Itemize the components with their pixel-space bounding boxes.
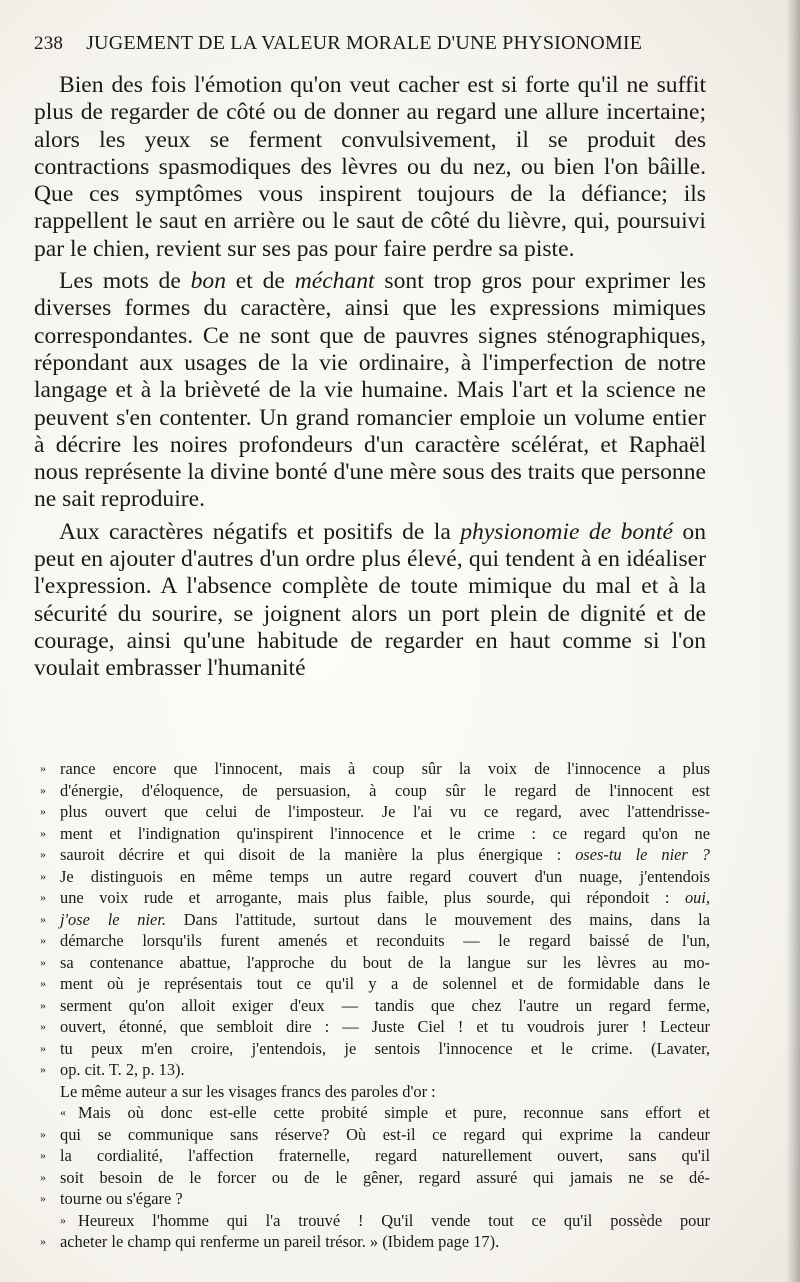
footnote-text: Heureux l'homme qui l'a trouvé ! Qu'il vende tout ce qu'il possède pour — [78, 1210, 710, 1230]
p2-text-b: et de — [226, 268, 295, 295]
footnote-text: Le même auteur a sur les visages francs des paroles d'or : — [60, 1081, 436, 1101]
footnote-line — [40, 780, 710, 802]
quote-mark: » — [40, 1062, 46, 1076]
quote-mark: » — [40, 933, 46, 947]
footnote-italic: oses-tu le nier ? — [575, 845, 710, 864]
footnote-line — [40, 952, 710, 974]
quote-mark: » — [40, 890, 46, 904]
quote-mark: » — [40, 1126, 46, 1141]
footnote-text: démarche lorsqu'ils furent amenés et reconduits — le regard baissé de l'un, — [60, 931, 710, 950]
footnote-italic: oui, — [684, 888, 710, 907]
quote-mark: » — [40, 911, 46, 926]
footnote-text: op. cit. T. 2, p. 13). — [60, 1060, 185, 1079]
footnote-line — [40, 909, 710, 931]
footnote-text: d'énergie, d'éloquence, de persuasion, à coup sûr le regard de l'innocent est — [60, 780, 710, 800]
p2-word-mechant: méchant — [294, 268, 375, 295]
footnote-text: sauroit décrire et qui disoit de la manière la plus énergique : — [60, 845, 576, 864]
footnote-text: ouvert, étonné, que sembloit dire : — Juste Ciel ! et tu voudrois jurer ! Lecteur — [60, 1017, 710, 1036]
footnote-line — [40, 1188, 710, 1210]
footnote-line — [40, 1016, 710, 1038]
footnote-line — [40, 1231, 710, 1253]
quote-mark: » — [40, 1040, 46, 1055]
footnote-text: Mais où donc est-elle cette probité simple et pure, reconnue sans effort et — [78, 1103, 710, 1122]
quote-mark: » — [40, 1169, 46, 1184]
quote-mark: » — [40, 1019, 46, 1033]
footnote-text: serment qu'on alloit exiger d'eux — tandis que chez l'autre un regard ferme, — [60, 995, 710, 1015]
paragraph-2 — [34, 268, 706, 514]
footnote-text: tu peux m'en croire, j'entendois, je sentois l'innocence et le crime. (Lavater, — [60, 1038, 710, 1058]
footnote-text: Dans l'attitude, surtout dans le mouvement des mains, dans la — [165, 909, 710, 929]
page-edge-shadow — [786, 0, 800, 1282]
quote-mark: » — [40, 954, 46, 969]
quote-mark: » — [40, 1191, 46, 1205]
footnote-text: plus ouvert que celui de l'imposteur. Je l'ai vu ce regard, avec l'attendrisse- — [60, 802, 710, 821]
quote-mark: » — [60, 1212, 66, 1227]
footnote-line — [40, 801, 710, 823]
footnote-text: acheter le champ qui renferme un pareil trésor. » (Ibidem page 17). — [60, 1232, 500, 1251]
footnote-line — [40, 823, 710, 845]
footnote-line — [40, 995, 710, 1017]
footnote-line — [40, 1059, 710, 1081]
footnote-text: qui se communique sans réserve? Où est-il ce regard qui exprime la candeur — [60, 1124, 710, 1144]
p3-italic: physionomie de bonté — [460, 518, 673, 545]
footnote-block — [40, 758, 710, 1253]
footnote-line — [40, 1124, 710, 1146]
p2-word-bon: bon — [190, 268, 226, 295]
quote-mark: » — [40, 804, 46, 818]
p3-text-a: Aux caractères négatifs et positifs de la — [59, 518, 461, 545]
quote-mark: » — [40, 761, 46, 775]
quote-mark: » — [40, 1234, 46, 1248]
footnote-text: la cordialité, l'affection fraternelle, regard naturellement ouvert, sans qu'il — [60, 1146, 710, 1165]
footnote-line — [40, 1167, 710, 1189]
footnote-line — [40, 887, 710, 909]
footnote-line — [40, 758, 710, 780]
footnote-text: ment où je représentais tout ce qu'il y a de solennel et de formidable dans le — [60, 974, 710, 993]
quote-mark: » — [40, 868, 46, 883]
open-quote-mark: « — [60, 1105, 66, 1119]
p3-text-b: on peut en ajouter d'autres d'un ordre plus élevé, qui tendent à en idéaliser l'expression. A l'absence complète de toute mimique du mal et à la sécurité du sourire, se joignent alors un port plein de dignité et de courage, ainsi qu'une habitude de regarder en haut comme si l'on voulait embrasser l'humanité — [34, 518, 706, 682]
footnote-text: sa contenance abattue, l'approche du bout de la langue sur les lèvres au mo- — [60, 952, 710, 972]
running-title: JUGEMENT DE LA VALEUR MORALE D'UNE PHYSIONOMIE — [86, 32, 643, 54]
footnote-text: soit besoin de le forcer ou de le gêner, regard assuré qui jamais ne se dé- — [60, 1167, 710, 1187]
page-number: 238 — [34, 33, 64, 54]
quote-mark: » — [40, 782, 46, 797]
quote-mark: » — [40, 847, 46, 861]
footnote-line — [40, 1038, 710, 1060]
footnote-text: une voix rude et arrogante, mais plus faible, plus sourde, qui répondoit : — [60, 888, 685, 907]
running-header — [34, 32, 734, 55]
footnote-line — [40, 1102, 710, 1124]
footnote-line — [40, 930, 710, 952]
paragraph-1: Bien des fois l'émotion qu'on veut cacher est si forte qu'il ne suffit plus de regarder de côté ou de donner au regard une allure incertaine; alors les yeux se ferment convulsivement, il se produit des contractions spasmodiques des lèvres ou du nez, ou bien l'on bâille. Que ces symptômes vous inspirent toujours de la défiance; ils rappellent le saut en arrière ou le saut de côté du lièvre, qui, poursuivi par le chien, revient sur ses pas pour faire perdre sa piste. — [34, 72, 706, 262]
footnote-text: rance encore que l'innocent, mais à coup sûr la voix de l'innocence a plus — [60, 759, 710, 778]
p2-text-a: Les mots de — [59, 268, 191, 295]
quote-mark: » — [40, 976, 46, 990]
paragraph-3 — [34, 519, 706, 683]
footnote-line — [40, 1145, 710, 1167]
footnote-line — [40, 866, 710, 888]
footnote-text: Je distinguois en même temps un autre regard couvert d'un nuage, j'entendois — [60, 866, 710, 886]
footnote-line — [40, 1081, 710, 1103]
quote-mark: » — [40, 825, 46, 840]
footnote-text: ment et l'indignation qu'inspirent l'innocence et le crime : ce regard qu'on ne — [60, 823, 710, 843]
footnote-text: tourne ou s'égare ? — [60, 1189, 183, 1208]
quote-mark: » — [40, 1148, 46, 1162]
quote-mark: » — [40, 997, 46, 1012]
footnote-line — [40, 1210, 710, 1232]
p2-text-c: sont trop gros pour exprimer les diverses formes du caractère, ainsi que les expressions mimiques correspondantes. Ce ne sont que de pauvres signes sténographiques, répondant aux usages de la vie ordinaire, à l'imperfection de notre langage et à la brièveté de la vie humaine. Mais l'art et la science ne peuvent s'en contenter. Un grand romancier emploie un volume entier à décrire les noires profondeurs d'un caractère scélérat, et Raphaël nous représente la divine bonté d'une mère sous des traits que personne ne sait reproduire. — [34, 268, 706, 513]
footnote-italic: j'ose le nier. — [60, 909, 166, 929]
footnote-line — [40, 973, 710, 995]
main-text — [34, 72, 706, 683]
footnote-line — [40, 844, 710, 866]
